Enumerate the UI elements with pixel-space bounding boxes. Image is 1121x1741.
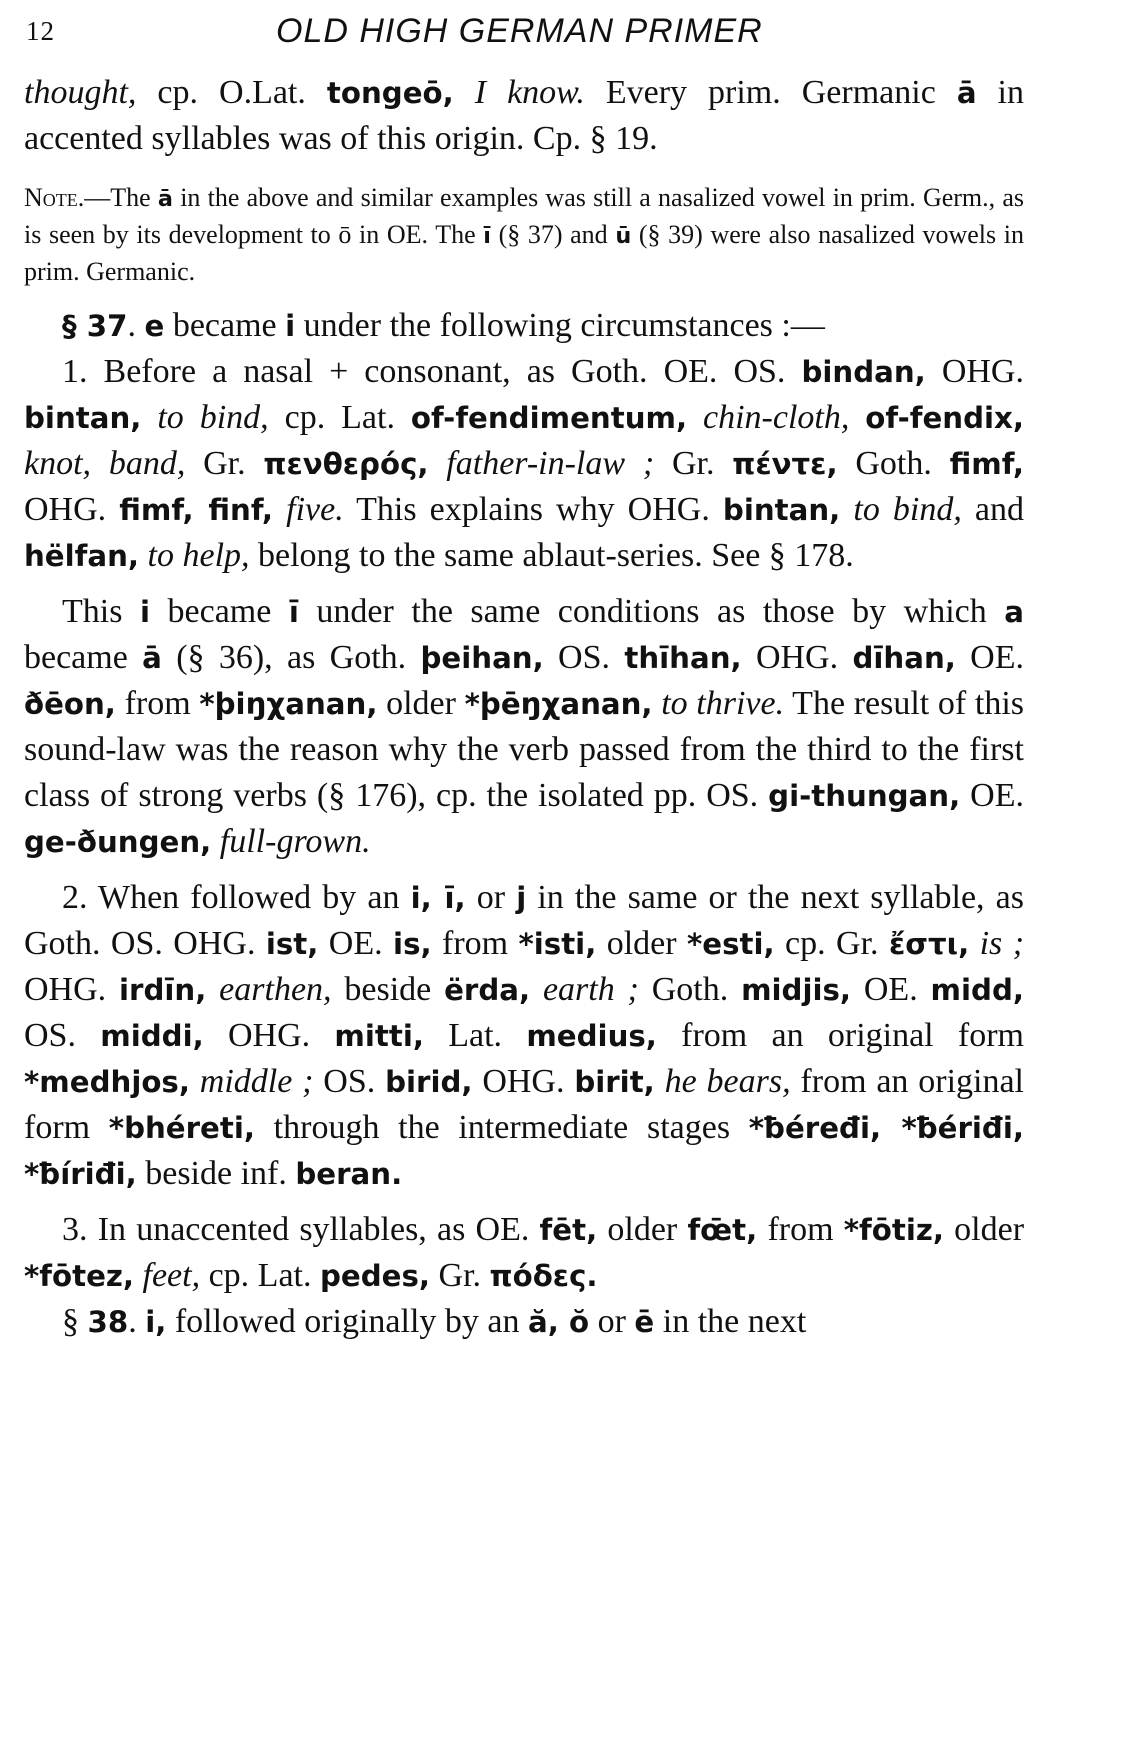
- note-paragraph: Note.—The ā in the above and similar examples was still a nasalized vowel in prim. Germ., as is seen by its development to ō in OE. The ī (§ 37) and ū (§ 39) were also nasalized vowels in prim. Germanic.: [24, 183, 1025, 286]
- section-37-rule-2: 2. When followed by an i, ī, or j in the same or the next syllable, as Goth. OS. OHG. ist, OE. is, from *isti, older *esti, cp. Gr. ἔστι, is ; OHG. irdīn, earthen, beside ërda, earth ; Goth. midjis, OE. midd, OS. middi, OHG. mitti, Lat. medius, from an original form *medhjos, middle ; OS. birid, OHG. birit, he bears, from an original form *bhéreti, through the intermediate stages *ƀéređi, *ƀériđi, *ƀíriđi, beside inf. beran.: [24, 879, 1025, 1192]
- paragraph-continuation: thought, cp. O.Lat. tongeō, I know. Every prim. Germanic ā in accented syllables was of this origin. Cp. § 19.: [24, 74, 1025, 157]
- section-37-lengthening: This i became ī under the same conditions as those by which a became ā (§ 36), as Goth. þeihan, OS. thīhan, OHG. dīhan, OE. ðēon, from *þiŋχanan, older *þēŋχanan, to thrive. The result of this sound-law was the reason why the verb passed from the third to the first class of strong verbs (§ 176), cp. the isolated pp. OS. gi-thungan, OE. ge-ðungen, full-grown.: [24, 593, 1025, 860]
- section-37-rule-3: 3. In unaccented syllables, as OE. fēt, older fœ̄t, from *fōtiz, older *fōtez, feet, cp. Lat. pedes, Gr. πόδες.: [24, 1211, 1025, 1294]
- section-38-heading: § 38. i, followed originally by an ă, ŏ or ē in the next: [62, 1303, 807, 1340]
- running-title: OLD HIGH GERMAN PRIMER: [276, 12, 763, 50]
- body-text: [24, 70, 1024, 1345]
- page-header: [26, 12, 1026, 52]
- page-number: 12: [26, 16, 55, 46]
- section-37-rule-1: 1. Before a nasal + consonant, as Goth. OE. OS. bindan, OHG. bintan, to bind, cp. Lat. of-fendimentum, chin-cloth, of-fendix, knot, band, Gr. πενθερός, father-in-law ; Gr. πέντε, Goth. fimf, OHG. fimf, finf, five. This explains why OHG. bintan, to bind, and hëlfan, to help, belong to the same ablaut-series. See § 178.: [24, 353, 1025, 574]
- section-37-heading: § 37. e became i under the following circumstances :—: [62, 307, 825, 344]
